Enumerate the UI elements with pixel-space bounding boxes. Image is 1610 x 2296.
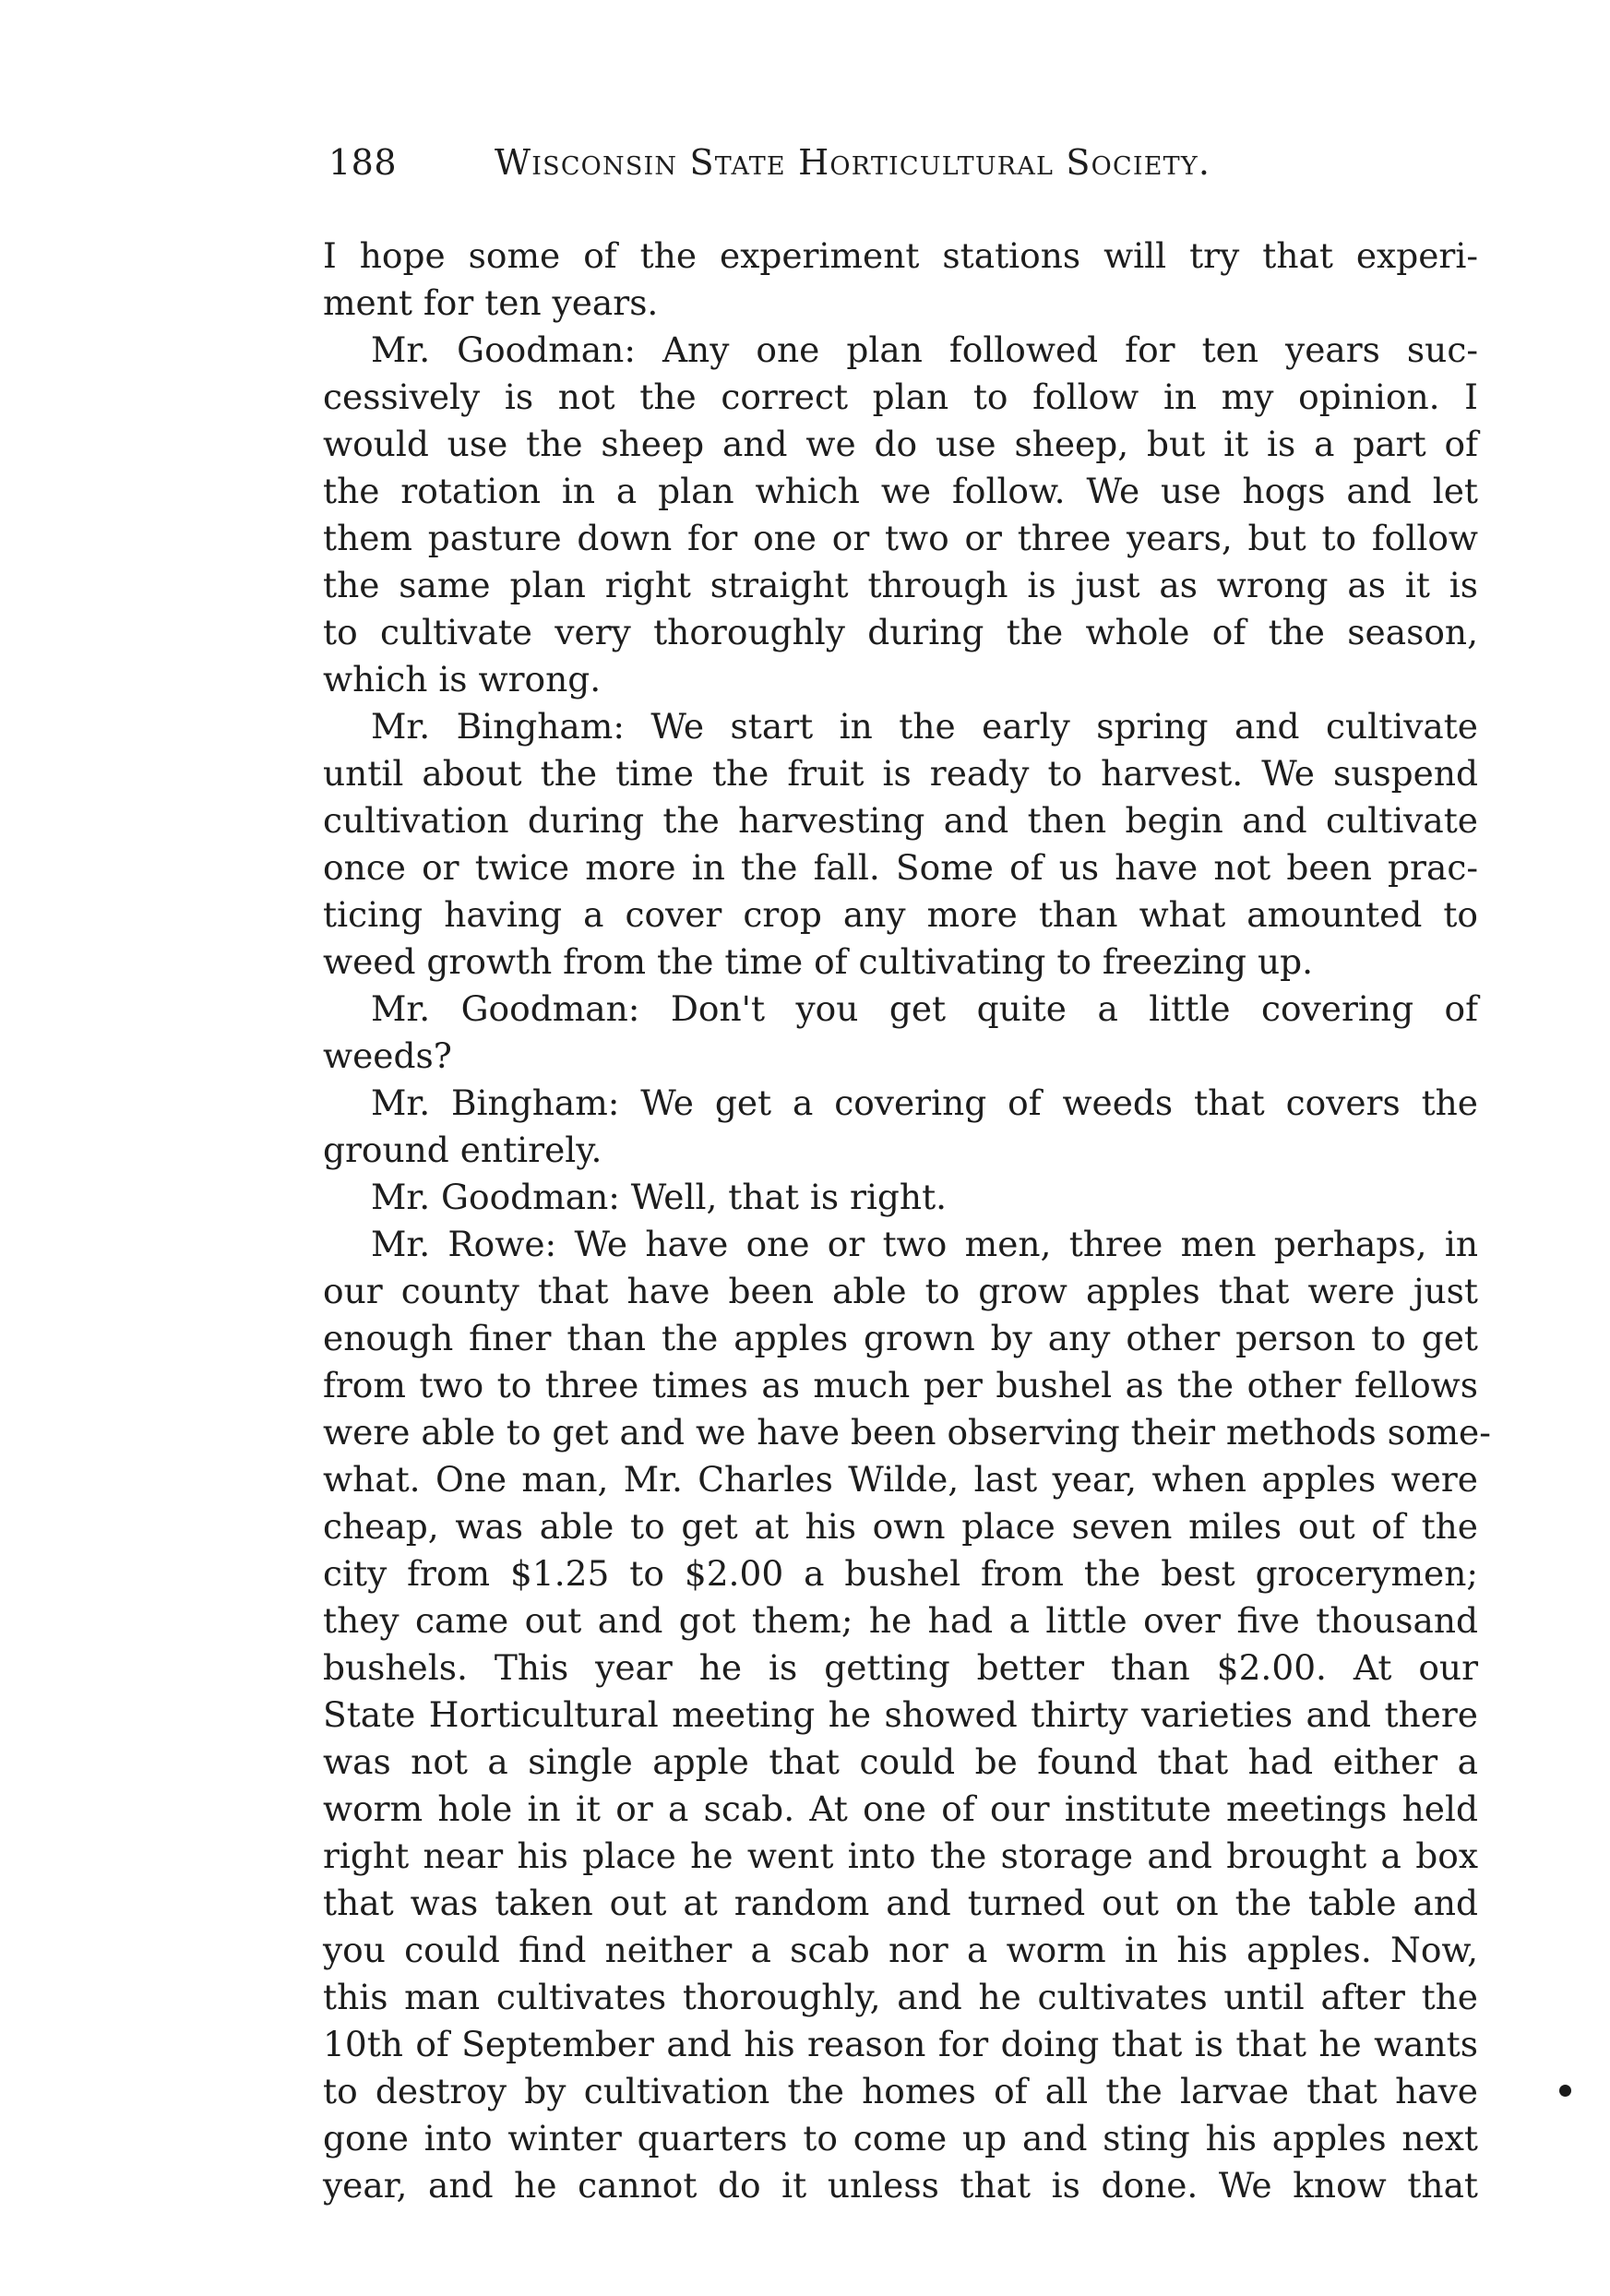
text-line: weed growth from the time of cultivating to freezing up. xyxy=(323,941,1314,982)
text-line: to destroy by cultivation the homes of all the larvae that have xyxy=(323,2071,1478,2111)
text-line: Mr. Goodman: Don't you get quite a little covering of xyxy=(371,988,1478,1029)
text-line: them pasture down for one or two or three years, but to follow xyxy=(323,518,1478,558)
text-line: 10th of September and his reason for doing that is that he wants xyxy=(323,2024,1478,2064)
text-line: ticing having a cover crop any more than what amounted to xyxy=(323,894,1478,935)
text-line: ment for ten years. xyxy=(323,282,659,323)
text-line: to cultivate very thoroughly during the whole of the season, xyxy=(323,612,1478,652)
text-line: our county that have been able to grow apples that were just xyxy=(323,1271,1478,1311)
text-line: cessively is not the correct plan to follow in my opinion. I xyxy=(323,377,1478,417)
body-text xyxy=(323,233,1491,2209)
paragraph xyxy=(323,986,1478,1080)
text-line: ground entirely. xyxy=(323,1130,602,1170)
text-line: gone into winter quarters to come up and sting his apples next xyxy=(323,2118,1478,2158)
text-line: Mr. Bingham: We get a covering of weeds that covers the xyxy=(371,1082,1478,1123)
text-line: you could find neither a scab nor a worm in his apples. Now, xyxy=(323,1930,1478,1970)
text-line: Mr. Goodman: Any one plan followed for ten years suc- xyxy=(371,329,1478,370)
text-line: right near his place he went into the storage and brought a box xyxy=(323,1836,1478,1876)
text-line: State Horticultural meeting he showed thirty varieties and there xyxy=(323,1694,1478,1735)
text-line: I hope some of the experiment stations will try that experi- xyxy=(323,235,1478,276)
paragraph xyxy=(323,1080,1478,1174)
text-line: Mr. Bingham: We start in the early spring and cultivate xyxy=(371,706,1478,747)
text-line: from two to three times as much per bushel as the other fellows xyxy=(323,1365,1478,1405)
text-line: city from $1.25 to $2.00 a bushel from the best grocerymen; xyxy=(323,1553,1478,1594)
text-line: year, and he cannot do it unless that is done. We know that xyxy=(323,2165,1478,2206)
text-line: what. One man, Mr. Charles Wilde, last year, when apples were xyxy=(323,1459,1478,1500)
text-line: until about the time the fruit is ready to harvest. We suspend xyxy=(323,753,1478,794)
text-line: weeds? xyxy=(323,1035,452,1076)
paragraph xyxy=(323,327,1478,703)
margin-dot xyxy=(1559,2085,1571,2097)
text-line: bushels. This year he is getting better than $2.00. At our xyxy=(323,1647,1478,1688)
text-line: that was taken out at random and turned out on the table and xyxy=(323,1883,1478,1923)
text-line: cheap, was able to get at his own place seven miles out of the xyxy=(323,1506,1478,1547)
page-number: 188 xyxy=(328,142,398,183)
text-line: were able to get and we have been observing their methods some- xyxy=(323,1412,1491,1453)
text-line: which is wrong. xyxy=(323,659,602,700)
text-line: this man cultivates thoroughly, and he cultivates until after the xyxy=(323,1977,1478,2017)
text-line: they came out and got them; he had a little over five thousand xyxy=(323,1600,1478,1641)
paragraph xyxy=(323,703,1478,986)
running-title: Wisconsin State Horticultural Society. xyxy=(495,142,1211,183)
text-line: was not a single apple that could be found that had either a xyxy=(323,1741,1478,1782)
text-line: cultivation during the harvesting and then begin and cultivate xyxy=(323,800,1478,841)
text-line: worm hole in it or a scab. At one of our institute meetings held xyxy=(323,1788,1478,1829)
text-line: Mr. Goodman: Well, that is right. xyxy=(371,1177,948,1217)
paragraph xyxy=(323,1174,1478,1221)
text-line: Mr. Rowe: We have one or two men, three men perhaps, in xyxy=(371,1224,1478,1264)
text-line: the same plan right straight through is just as wrong as it is xyxy=(323,565,1478,605)
paragraph xyxy=(323,1221,1491,2209)
page-header xyxy=(328,140,1325,199)
text-line: would use the sheep and we do use sheep, but it is a part of xyxy=(323,424,1478,464)
text-line: enough finer than the apples grown by any other person to get xyxy=(323,1318,1478,1358)
text-line: the rotation in a plan which we follow. We use hogs and let xyxy=(323,471,1478,511)
text-line: once or twice more in the fall. Some of us have not been prac- xyxy=(323,847,1478,888)
paragraph xyxy=(323,233,1478,327)
